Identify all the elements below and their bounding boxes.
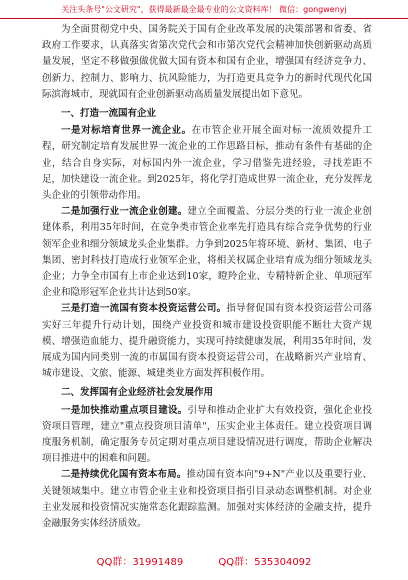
paragraph-lead: 三是打造一流国有资本投资运营公司。 — [61, 303, 227, 315]
paragraph-text: 推动国有资本向"9+N"产业以及重要行业、关键领域集中。建立市管企业主业和投资项目指引目录动态调整机制。对企业主业发展和投资情况实施常态化跟踪监测。加强对实体经济的金融支持，提升金融服务实体经济质效。 — [42, 469, 372, 530]
section-heading-2: 二、发挥国有企业经济社会发展作用 — [61, 387, 214, 399]
page-header: 关注头条号"公文研究"，获得最新最全最专业的公文资料库！ 微信：gongwenyj — [0, 4, 408, 19]
paragraph-lead: 一是加快推动重点项目建设。 — [61, 404, 188, 416]
paragraph-lead: 一是对标培育世界一流企业。 — [61, 125, 192, 137]
paragraph-text: 在市管企业开展全面对标一流质效提升工程，研究制定培育发展世界一流企业的工作思路目标，推动有条件有基础的企业，结合自身实际，对标国内外一流企业，学习借鉴先进经验，寻找差距不足，加快建设一流企业。到2025年，将化学打造成世界一流企业，充分发挥龙头企业的引领带动作用。 — [42, 125, 372, 202]
paragraph-s1-3 — [42, 301, 372, 382]
paragraph-s1-2 — [42, 204, 372, 301]
paragraph-lead: 二是加强行业一流企业创建。 — [61, 206, 188, 218]
paragraph-s1-1 — [42, 123, 372, 204]
footer-qq-group-2: QQ群：535304092 — [218, 557, 312, 568]
paragraph-text: 指导督促国有资本投资运营公司落实好三年提升行动计划，围绕产业投资和城市建设投资职能不断壮大资产规模、增强造血能力、提升融资能力，实现可持续健康发展，利用35年时间，发展成为国内同类别一流的市属国有资本投资运营公司，在战略新兴产业培育、城市建设、文旅、能源、城建类业方面发挥积极作用。 — [42, 303, 372, 380]
footer-qq-group-1: QQ群：31991489 — [96, 557, 184, 568]
paragraph-text: 引导和推动企业扩大有效投资，强化企业投资项目管理，建立"重点投资项目清单"，压实企业主体责任。建立投资项目调度服务机制，确定服务专员定期对重点项目建设情况进行调度，帮助企业解决项目推进中的困难和问题。 — [42, 404, 372, 465]
paragraph-text: 建立全面覆盖、分层分类的行业一流企业创建体系，利用35年时间，在竞争类市管企业率先打造具有综合竞争优势的行业领军企业和细分领域龙头企业集群。力争到2025年将环境、新材、集团、电子集团、密封科技打造成行业领军企业，将相关权属企业培育成为细分领域龙头企业；力争全市国有上市企业达到10家，瞪羚企业、专精特新企业、单项冠军企业和隐形冠军企业共计达到50家。 — [42, 206, 372, 299]
intro-paragraph: 为全面贯彻党中央、国务院关于国有企业改革发展的决策部署和省委、省政府工作要求，认真落实省第次党代会和市第次党代会精神加快创新驱动高质量发展，坚定不移做强做优做大国有资本和国有企业，增强国有经济竞争力、创新力、控制力、影响力、抗风险能力，为打造更具竞争力的新时代现代化国际滨海城市，现就国有企业创新驱动高质量发展提出如下意见。 — [42, 24, 372, 100]
section-heading-1: 一、打造一流国有企业 — [61, 108, 157, 120]
document-body — [42, 22, 372, 532]
page-footer — [0, 553, 408, 568]
paragraph-lead: 二是持续优化国有资本布局。 — [61, 469, 187, 481]
paragraph-s2-1 — [42, 403, 372, 468]
paragraph-s2-2 — [42, 467, 372, 532]
